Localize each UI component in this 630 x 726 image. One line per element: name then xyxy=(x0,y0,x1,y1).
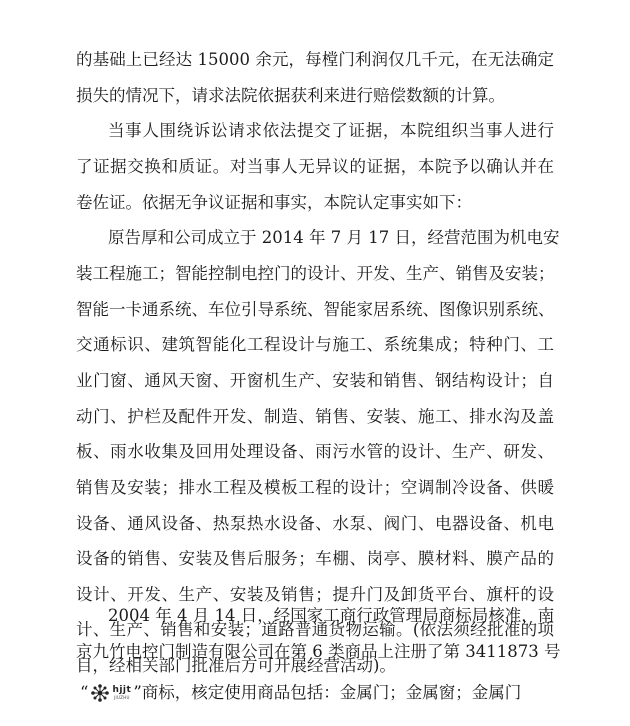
trademark-line xyxy=(80,682,554,704)
paragraph-line: 损失的情况下，请求法院依据获利来进行赔偿数额的计算。 xyxy=(76,86,505,105)
paragraph-line: 当事人围绕诉讼请求依法提交了证据，本院组织当事人进行 xyxy=(108,121,554,140)
trademark-logo-word: hjjt xyxy=(112,685,132,695)
paragraph-line: 京九竹电控门制造有限公司在第 6 类商品上注册了第 3411873 号 xyxy=(76,642,561,661)
paragraph-line: 设备、通风设备、热泵热水设备、水泵、阀门、电器设备、机电 xyxy=(76,514,554,533)
trademark-logo-sub: JIUZHU xyxy=(114,695,130,700)
trademark-logo xyxy=(90,682,131,704)
paragraph-line: 业门窗、通风天窗、开窗机生产、安装和销售、钢结构设计；自 xyxy=(76,371,554,390)
paragraph-line: 计、生产、销售和安装；道路普通货物运输。(依法须经批准的项 xyxy=(76,620,554,639)
paragraph-line-trademark-start: 2004 年 4 月 14 日，经国家工商行政管理局商标局核准，南 xyxy=(108,606,555,625)
paragraph-line: 板、雨水收集及回用处理设备、雨污水管的设计、生产、研发、 xyxy=(76,442,554,461)
trademark-logo-text xyxy=(112,686,131,700)
paragraph-line: 交通标识、建筑智能化工程设计与施工、系统集成；特种门、工 xyxy=(76,335,554,354)
paragraph-line: 目，经相关部门批准后方可开展经营活动)。 xyxy=(76,656,396,675)
paragraph-line: 动门、护栏及配件开发、制造、销售、安装、施工、排水沟及盖 xyxy=(76,407,554,426)
trademark-line-text: 商标，核定使用商品包括：金属门；金属窗；金属门 xyxy=(141,683,522,702)
close-quote: ” xyxy=(133,683,142,702)
paragraph-line: 了证据交换和质证。对当事人无异议的证据，本院予以确认并在 xyxy=(76,157,554,176)
paragraph-line: 设备的销售、安装及售后服务；车棚、岗亭、膜材料、膜产品的 xyxy=(76,549,554,568)
paragraph-line: 智能一卡通系统、车位引导系统、智能家居系统、图像识别系统、 xyxy=(76,300,555,319)
snowflake-icon xyxy=(90,683,110,703)
open-quote: “ xyxy=(80,683,89,702)
paragraph-line: 的基础上已经达 15000 余元，每樘门利润仅几千元，在无法确定 xyxy=(76,50,554,69)
paragraph-line: 销售及安装；排水工程及模板工程的设计；空调制冷设备、供暖 xyxy=(76,478,554,497)
paragraph-line: 原告厚和公司成立于 2014 年 7 月 17 日，经营范围为机电安 xyxy=(108,228,560,247)
paragraph-line: 装工程施工；智能控制电控门的设计、开发、生产、销售及安装； xyxy=(76,264,555,283)
paragraph-line: 卷佐证。依据无争议证据和事实，本院认定事实如下： xyxy=(76,193,472,212)
paragraph-line: 设计、开发、生产、安装及销售；提升门及卸货平台、旗杆的设 xyxy=(76,585,554,604)
